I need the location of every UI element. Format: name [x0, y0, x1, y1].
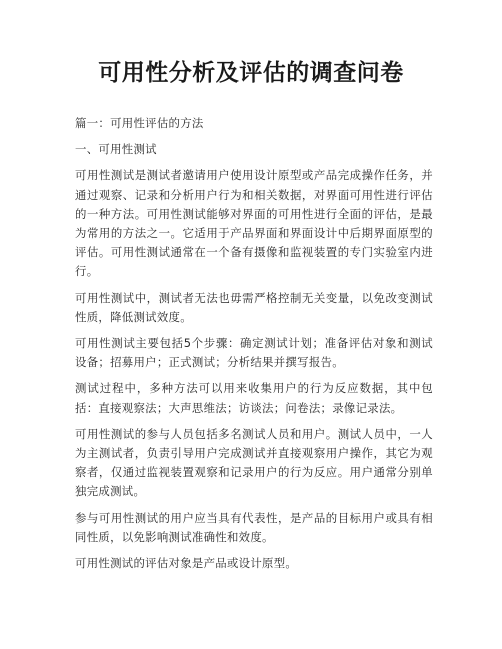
paragraph: 可用性测试的参与人员包括多名测试人员和用户。测试人员中，一人为主测试者，负责引导用户完成测试并直接观察用户操作，其它为观察者，仅通过监视装置观察和记录用户的行为反应。用户通常分别单独完成测试。 — [75, 426, 433, 499]
paragraph: 可用性测试是测试者邀请用户使用设计原型或产品完成操作任务，并通过观察、记录和分析用户行为和相关数据，对界面可用性进行评估的一种方法。可用性测试能够对界面的可用性进行全面的评估，是最为常用的方法之一。它适用于产品界面和界面设计中后期界面原型的评估。可用性测试通常在一个备有摄像和监视装置的专门实验室内进行。 — [75, 168, 433, 279]
subsection-heading: 一、可用性测试 — [75, 142, 157, 157]
section-heading: 篇一：可用性评估的方法 — [75, 116, 204, 130]
paragraph: 可用性测试的评估对象是产品或设计原型。 — [75, 556, 298, 571]
paragraph: 可用性测试主要包括5个步骤：确定测试计划；准备评估对象和测试设备；招募用户；正式测试；分析结果并撰写报告。 — [75, 336, 433, 370]
document-body — [75, 114, 433, 580]
paragraph: 参与可用性测试的用户应当具有代表性，是产品的目标用户或具有相同性质，以免影响测试准确性和效度。 — [75, 510, 433, 544]
paragraph: 测试过程中，多种方法可以用来收集用户的行为反应数据，其中包括：直接观察法；大声思维法；访谈法；问卷法；录像记录法。 — [75, 381, 433, 415]
document-title: 可用性分析及评估的调查问卷 — [98, 60, 404, 86]
paragraph: 可用性测试中，测试者无法也毋需严格控制无关变量，以免改变测试性质，降低测试效度。 — [75, 290, 433, 324]
